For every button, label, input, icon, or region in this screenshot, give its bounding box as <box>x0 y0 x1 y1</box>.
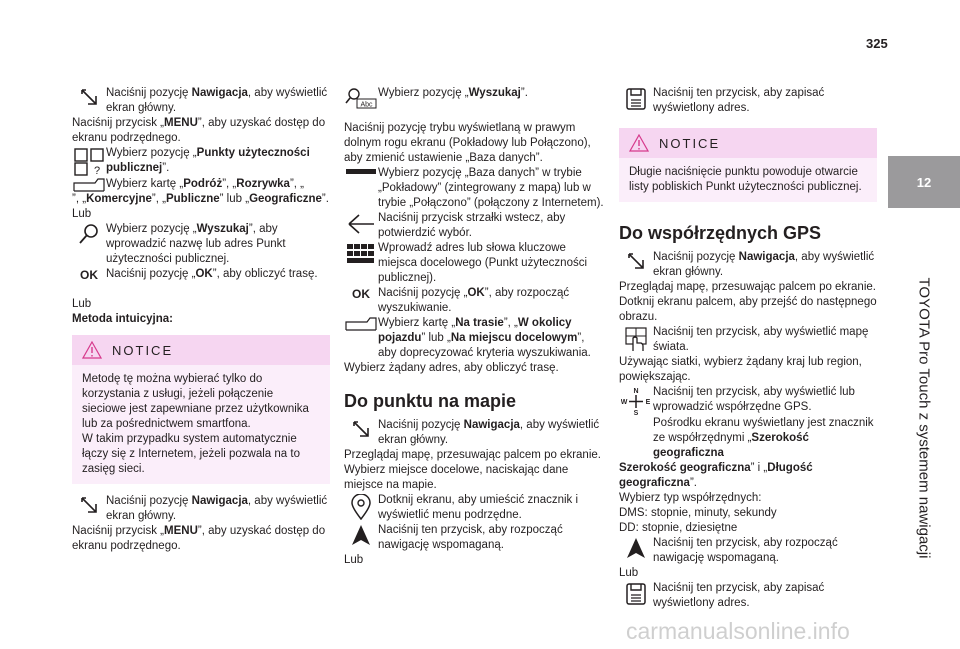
section-heading: Do współrzędnych GPS <box>619 223 822 243</box>
notice-title: NOTICE <box>659 135 721 151</box>
step-gps: N S W E Naciśnij ten przycisk, aby wyświetlić lub wprowadzić współrzędne GPS. <box>621 386 855 416</box>
paragraph-lub: Lub <box>72 208 92 220</box>
step-start-guidance: Naciśnij ten przycisk, aby rozpocząć nawigację wspomaganą. <box>619 536 877 566</box>
step-navigation: Naciśnij pozycję Nawigacja, aby wyświetlić ekran główny. <box>72 86 330 116</box>
notice-box <box>72 335 330 484</box>
keyboard-icon <box>346 242 376 266</box>
column-1 <box>72 86 330 554</box>
paragraph: Naciśnij pozycję trybu wyświetlaną w prawym dolnym rogu ekranu (Pokładowy lub Połączono), aby zmienić ustawienie „Baza danych”. <box>344 122 591 164</box>
paragraph: DMS: stopnie, minuty, sekundy <box>619 507 777 519</box>
hand-touch-icon <box>624 326 648 352</box>
svg-text:N: N <box>633 388 639 395</box>
subheading: Metoda intuicyjna: <box>72 313 173 325</box>
step-navigation: Naciśnij pozycję Nawigacja, aby wyświetlić ekran główny. <box>619 250 877 280</box>
column-2 <box>344 86 604 568</box>
warning-icon <box>629 134 649 152</box>
back-arrow-icon <box>346 212 376 236</box>
column-3 <box>619 86 877 611</box>
step-coordinates: Pośrodku ekranu wyświetlany jest znacznik ze współrzędnymi „Szerokość geograficzna <box>653 417 874 459</box>
paragraph: Szerokość geograficzna” i „Długość geograficzna”. <box>619 462 813 489</box>
step-tab: Wybierz kartę „Na trasie”, „W okolicy pojazdu” lub „Na miejscu docelowym”, aby doprecyzować kryteria wyszukiwania. <box>344 316 604 361</box>
paragraph: Wybierz żądany adres, aby obliczyć trasę. <box>344 362 559 374</box>
paragraph: DD: stopnie, dziesiętne <box>619 522 738 534</box>
step-save: Naciśnij ten przycisk, aby zapisać wyświetlony adres. <box>619 581 877 611</box>
notice-box <box>619 128 877 202</box>
step-start-guidance: Naciśnij ten przycisk, aby rozpocząć nawigację wspomaganą. <box>344 523 604 553</box>
step-database: Wybierz pozycję „Baza danych” w trybie „Pokładowy” (zintegrowany z mapą) lub w trybie „Połączono” (połączony z Internetem). <box>344 166 604 211</box>
tab-icon <box>73 178 105 192</box>
step-poi: ? Wybierz pozycję „Punkty użyteczności publicznej”. <box>72 146 330 177</box>
step-save: Naciśnij ten przycisk, aby zapisać wyświetlony adres. <box>619 86 877 116</box>
notice-title: NOTICE <box>112 342 174 358</box>
compass-gps-icon <box>621 386 651 416</box>
step-marker: Dotknij ekranu, aby umieścić znacznik i wyświetlić menu podrzędne. <box>344 493 604 523</box>
save-address-icon <box>625 582 647 606</box>
navigation-arrow-icon <box>79 87 99 107</box>
step-navigation: Naciśnij pozycję Nawigacja, aby wyświetlić ekran główny. <box>344 418 604 448</box>
paragraph: Wybierz miejsce docelowe, naciskając dane miejsce na mapie. <box>344 464 569 491</box>
paragraph-lub: Lub <box>344 554 364 566</box>
chapter-tab: 12 <box>888 156 960 208</box>
step-tab: Wybierz kartę „Podróż”, „Rozrywka”, „ <box>72 177 330 192</box>
magnifier-icon <box>78 223 100 245</box>
paragraph: Naciśnij przycisk „MENU”, aby uzyskać dostęp do ekranu podrzędnego. <box>72 525 326 552</box>
step-search-abc: Abc Wybierz pozycję „Wyszukaj”. <box>344 86 604 109</box>
watermark: carmanualsonline.info <box>626 618 850 644</box>
navigation-arrow-icon <box>351 419 371 439</box>
step-keyboard: Wprowadź adres lub słowa kluczowe miejsca docelowego (Punkt użyteczności publicznej). <box>344 241 604 286</box>
paragraph: Używając siatki, wybierz żądany kraj lub region, powiększając. <box>619 356 862 383</box>
paragraph: Przeglądaj mapę, przesuwając palcem po ekranie. <box>619 281 876 293</box>
svg-text:E: E <box>645 399 651 406</box>
paragraph: Przeglądaj mapę, przesuwając palcem po ekranie. <box>344 449 601 461</box>
svg-text:S: S <box>633 410 639 416</box>
search-abc-icon <box>345 87 377 109</box>
step-search: Wybierz pozycję „Wyszukaj”, aby wprowadzić nazwę lub adres Punkt użyteczności publicznej. <box>72 222 330 267</box>
notice-body: Długie naciśnięcie punktu powoduje otwarcie listy pobliskich Punkt użyteczności publicznej. <box>619 158 877 202</box>
save-address-icon <box>625 87 647 111</box>
start-navigation-icon <box>350 524 372 546</box>
paragraph: Naciśnij przycisk „MENU”, aby uzyskać dostęp do ekranu podrzędnego. <box>72 117 326 144</box>
ok-icon: OK <box>80 268 98 282</box>
step-back: Naciśnij przycisk strzałki wstecz, aby potwierdzić wybór. <box>344 211 604 241</box>
navigation-arrow-icon <box>626 251 646 271</box>
paragraph: ”, „Komercyjne”, „Publiczne” lub „Geograficzne”. <box>72 193 329 205</box>
step-world-map: Naciśnij ten przycisk, aby wyświetlić mapę świata. <box>619 325 877 355</box>
step-ok: OK Naciśnij pozycję „OK”, aby rozpocząć wyszukiwanie. <box>352 287 570 314</box>
abc-label: Abc <box>360 101 373 109</box>
start-navigation-icon <box>625 537 647 559</box>
ok-icon: OK <box>352 287 370 301</box>
paragraph: Wybierz typ współrzędnych: <box>619 492 762 504</box>
step-ok: OK Naciśnij pozycję „OK”, aby obliczyć trasę. <box>80 268 318 282</box>
svg-text:?: ? <box>93 165 101 177</box>
page-number: 325 <box>866 36 888 51</box>
section-heading: Do punktu na mapie <box>344 391 517 411</box>
map-pin-icon <box>350 494 372 520</box>
paragraph-lub: Lub <box>619 567 639 579</box>
step-navigation: Naciśnij pozycję Nawigacja, aby wyświetlić ekran główny. <box>72 494 330 524</box>
warning-icon <box>82 341 102 359</box>
paragraph: Dotknij ekranu palcem, aby przejść do następnego obrazu. <box>619 296 877 323</box>
navigation-arrow-icon <box>79 495 99 515</box>
notice-body: Metodę tę można wybierać tylko do korzystania z usługi, jeżeli połączenie sieciowe jest zapewniane przez użytkownika lub za pośrednictwem smartfona. W takim przypadku system automatycznie łączy się z Internetem, jeżeli pozwala na to zasięg sieci. <box>72 365 330 484</box>
chapter-side-title: TOYOTA Pro Touch z systemem nawigacji <box>915 277 933 559</box>
poi-search-icon <box>73 147 105 177</box>
bar-icon <box>345 167 377 177</box>
paragraph-lub: Lub <box>72 298 92 310</box>
svg-text:W: W <box>621 399 628 406</box>
tab-icon <box>345 317 377 331</box>
